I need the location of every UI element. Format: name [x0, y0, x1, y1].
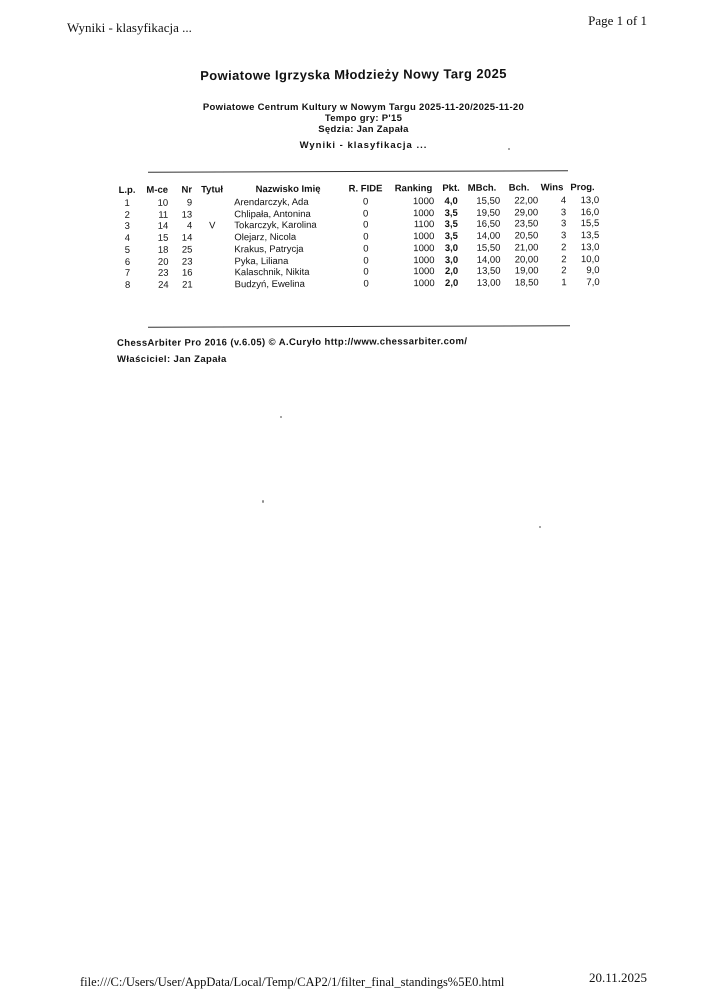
cell-title: [193, 279, 233, 291]
cell-points: 3,5: [444, 230, 458, 243]
col-header-fide-rating: R. FIDE: [348, 182, 383, 195]
cell-wins: 3: [561, 230, 567, 242]
cell-number: 4: [186, 220, 193, 232]
col-header-wins: Wins: [540, 181, 564, 193]
cell-title: [192, 209, 232, 221]
cell-progress: 15,5: [580, 218, 600, 230]
cell-progress: 10,0: [580, 253, 600, 265]
cell-points: 3,5: [444, 219, 458, 231]
cell-lp: 2: [124, 209, 130, 221]
cell-ranking: 1000: [413, 266, 435, 278]
cell-name: Tokarczyk, Karolina: [234, 220, 317, 232]
cell-fide-rating: 0: [363, 219, 369, 231]
divider-bottom: [148, 325, 570, 327]
cell-buchholz: 18,50: [514, 277, 539, 289]
cell-buchholz: 20,50: [514, 230, 539, 242]
col-header-name: Nazwisko Imię: [255, 183, 321, 195]
cell-name: Arendarczyk, Ada: [234, 196, 309, 209]
cell-ranking: 1000: [413, 277, 435, 290]
col-header-median-buchholz: MBch.: [467, 182, 497, 194]
divider-top: [148, 170, 568, 172]
cell-number: 23: [181, 256, 193, 268]
cell-place: 23: [157, 267, 169, 279]
cell-fide-rating: 0: [363, 208, 369, 220]
scan-speck: [539, 526, 541, 528]
cell-buchholz: 20,00: [514, 253, 539, 266]
cell-lp: 5: [124, 244, 131, 256]
cell-title: [192, 197, 232, 209]
cell-fide-rating: 0: [363, 231, 369, 243]
cell-number: 13: [181, 209, 193, 221]
cell-points: 4,0: [444, 195, 458, 207]
cell-number: 21: [182, 279, 193, 291]
cell-progress: 13,5: [580, 230, 600, 242]
cell-name: Kalaschnik, Nikita: [234, 267, 310, 279]
cell-median-buchholz: 19,50: [476, 207, 501, 219]
cell-place: 20: [157, 256, 169, 268]
table-row: [113, 277, 600, 292]
software-owner: Właściciel: Jan Zapała: [117, 354, 227, 365]
cell-fide-rating: 0: [363, 254, 369, 266]
cell-name: Krakus, Patrycja: [234, 243, 304, 256]
cell-wins: 2: [561, 265, 567, 277]
cell-buchholz: 23,50: [514, 218, 539, 230]
cell-title: [192, 232, 232, 244]
cell-place: 24: [158, 279, 169, 291]
cell-place: 18: [157, 244, 169, 256]
cell-wins: 2: [561, 242, 567, 254]
cell-progress: 13,0: [580, 241, 600, 253]
cell-lp: 7: [124, 268, 131, 280]
print-date: 20.11.2025: [588, 970, 647, 985]
cell-ranking: 1000: [413, 207, 435, 219]
cell-buchholz: 29,00: [514, 207, 539, 219]
cell-median-buchholz: 14,00: [476, 230, 501, 242]
cell-lp: 6: [124, 256, 131, 268]
file-path: file:///C:/Users/User/AppData/Local/Temp/CAP2/1/filter_final_standings%5E0.html: [80, 975, 505, 989]
cell-fide-rating: 0: [363, 266, 369, 278]
cell-fide-rating: 0: [363, 243, 369, 255]
cell-median-buchholz: 13,00: [476, 277, 501, 289]
cell-buchholz: 21,00: [514, 242, 539, 254]
col-header-lp: L.p.: [118, 184, 136, 196]
cell-place: 14: [157, 221, 169, 233]
cell-title: [193, 267, 233, 279]
col-header-points: Pkt.: [442, 182, 460, 194]
col-header-ranking: Ranking: [394, 182, 433, 194]
cell-number: 9: [186, 197, 193, 209]
cell-ranking: 1100: [413, 219, 435, 231]
cell-name: Chlipała, Antonina: [234, 208, 311, 220]
cell-lp: 4: [124, 233, 131, 245]
cell-title: [192, 256, 232, 268]
cell-wins: 1: [561, 277, 567, 289]
cell-points: 3,0: [444, 254, 459, 266]
cell-wins: 4: [560, 195, 567, 207]
arbiter: Sędzia: Jan Zapała: [318, 124, 409, 135]
cell-name: Budzyń, Ewelina: [234, 278, 305, 291]
cell-median-buchholz: 16,50: [476, 219, 501, 231]
tournament-title: Powiatowe Igrzyska Młodzieży Nowy Targ 2025: [200, 65, 507, 84]
cell-name: Olejarz, Nicola: [234, 231, 297, 244]
cell-progress: 16,0: [580, 206, 600, 218]
col-header-progress: Prog.: [570, 181, 595, 193]
cell-ranking: 1000: [413, 242, 435, 254]
software-credit: ChessArbiter Pro 2016 (v.6.05) © A.Curyło http://www.chessarbiter.com/: [116, 336, 468, 349]
col-header-place: M-ce: [146, 184, 169, 196]
report-title: Wyniki - klasyfikacja ...: [299, 140, 428, 151]
cell-wins: 2: [561, 253, 567, 265]
cell-place: 11: [158, 209, 169, 221]
page-number: Page 1 of 1: [588, 13, 647, 28]
cell-fide-rating: 0: [362, 196, 369, 208]
cell-median-buchholz: 14,00: [476, 254, 501, 266]
col-header-number: Nr: [181, 184, 193, 196]
cell-name: Pyka, Liliana: [234, 255, 289, 267]
cell-title: [192, 244, 232, 256]
cell-points: 3,0: [444, 242, 459, 254]
cell-points: 2,0: [444, 266, 459, 278]
col-header-title: Tytuł: [201, 183, 224, 195]
col-header-buchholz: Bch.: [508, 181, 530, 194]
cell-median-buchholz: 15,50: [476, 242, 501, 254]
cell-place: 15: [157, 232, 169, 244]
cell-number: 16: [181, 267, 193, 279]
cell-buchholz: 22,00: [514, 195, 539, 207]
cell-points: 3,5: [444, 207, 458, 219]
cell-progress: 7,0: [586, 276, 600, 289]
cell-median-buchholz: 15,50: [476, 195, 501, 207]
scan-speck: [508, 148, 510, 150]
cell-title: V: [209, 220, 216, 232]
time-control: Tempo gry: P'15: [324, 113, 403, 124]
tournament-venue-dates: Powiatowe Centrum Kultury w Nowym Targu 2025-11-20/2025-11-20: [202, 102, 525, 113]
cell-number: 14: [181, 232, 193, 244]
cell-progress: 9,0: [586, 265, 600, 277]
standings-table: [112, 179, 613, 292]
scan-speck: [280, 416, 282, 418]
cell-wins: 3: [560, 218, 567, 230]
cell-number: 25: [181, 244, 193, 256]
cell-fide-rating: 0: [363, 278, 369, 290]
cell-ranking: 1000: [413, 231, 435, 243]
cell-lp: 3: [124, 221, 130, 233]
cell-progress: 13,0: [580, 195, 600, 207]
cell-lp: 8: [124, 279, 131, 291]
cell-place: 10: [157, 197, 169, 209]
cell-points: 2,0: [444, 277, 459, 289]
cell-buchholz: 19,00: [514, 265, 539, 277]
cell-median-buchholz: 13,50: [476, 265, 501, 277]
browser-print-title: Wyniki - klasyfikacja ...: [67, 20, 192, 35]
cell-wins: 3: [560, 206, 567, 218]
cell-ranking: 1000: [413, 254, 435, 266]
cell-ranking: 1000: [412, 196, 435, 208]
cell-lp: 1: [124, 197, 130, 209]
scan-speck: [262, 500, 264, 503]
